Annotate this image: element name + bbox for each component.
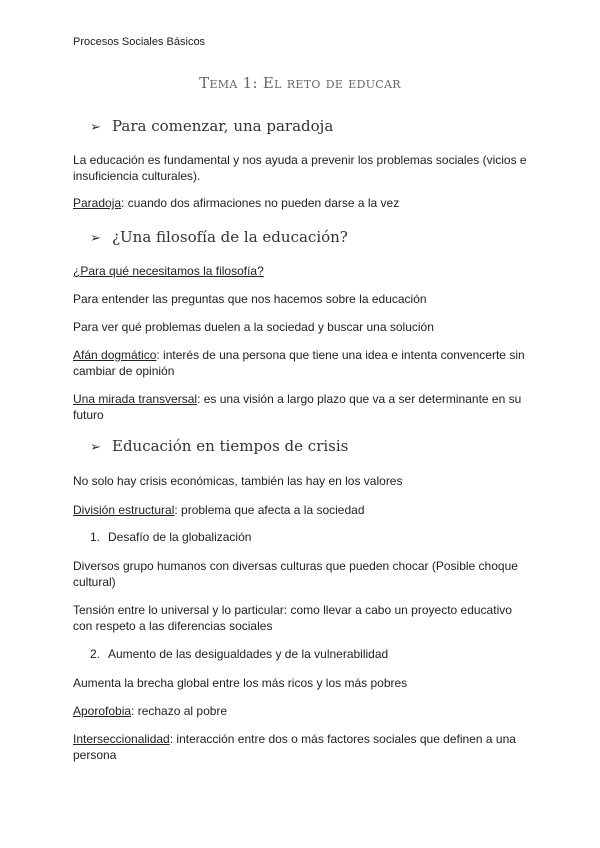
definition-mirada-transversal (73, 392, 533, 423)
page-header: Procesos Sociales Básicos (73, 36, 206, 48)
paragraph: Diversos grupo humanos con diversas culturas que pueden chocar (Posible choque cultural) (73, 559, 518, 589)
definition-text: : problema que afecta a la sociedad (174, 503, 365, 517)
document-title: Tema 1: El reto de educar (199, 74, 401, 92)
question-line: ¿Para qué necesitamos la filosofía? (73, 264, 264, 278)
section-heading-text: Para comenzar, una paradoja (112, 117, 334, 135)
definition-term: Interseccionalidad (73, 732, 170, 746)
list-item-text: Desafío de la globalización (108, 530, 252, 544)
paragraph: Para ver qué problemas duelen a la sociedad y buscar una solución (73, 320, 434, 334)
definition-text: : interacción entre dos o más factores sociales que definen a una persona (73, 732, 516, 762)
definition-paradoja (73, 196, 533, 212)
numbered-list-item (90, 530, 251, 544)
list-item-text: Aumento de las desigualdades y de la vulnerabilidad (108, 647, 389, 661)
paragraph: Aumenta la brecha global entre los más ricos y los más pobres (73, 676, 408, 690)
list-number: 1. (90, 530, 101, 544)
definition-text: : cuando dos afirmaciones no pueden darse a la vez (121, 196, 400, 210)
section-heading-filosofia (90, 228, 348, 246)
definition-text: : rechazo al pobre (131, 704, 228, 718)
definition-term: Paradoja (73, 196, 122, 210)
paragraph: Para entender las preguntas que nos hacemos sobre la educación (73, 292, 427, 306)
paragraph: Tensión entre lo universal y lo particular: como llevar a cabo un proyecto educativo con respeto a las diferencias sociales (73, 603, 512, 633)
paragraph: No solo hay crisis económicas, también las hay en los valores (73, 474, 403, 488)
paragraph: La educación es fundamental y nos ayuda a prevenir los problemas sociales (vicios e insuficiencia culturales). (73, 153, 527, 183)
section-heading-paradoja (90, 117, 333, 135)
definition-term: División estructural (73, 503, 175, 517)
list-number: 2. (90, 647, 101, 661)
definition-term: Una mirada transversal (73, 392, 198, 406)
definition-afan-dogmatico (73, 348, 533, 379)
definition-text: : es una visión a largo plazo que va a ser determinante en su futuro (73, 392, 522, 422)
definition-aporofobia (73, 704, 533, 720)
section-heading-text: ¿Una filosofía de la educación? (112, 228, 348, 246)
definition-interseccionalidad (73, 732, 533, 763)
definition-text: : interés de una persona que tiene una idea e intenta convencerte sin cambiar de opinión (73, 348, 525, 378)
arrow-bullet-icon: ➢ (90, 440, 101, 455)
definition-division-estructural (73, 503, 533, 519)
section-heading-text: Educación en tiempos de crisis (112, 437, 349, 455)
arrow-bullet-icon: ➢ (90, 231, 101, 246)
definition-term: Aporofobia (73, 704, 132, 718)
definition-term: Afán dogmático (73, 348, 157, 362)
numbered-list-item (90, 647, 388, 661)
arrow-bullet-icon: ➢ (90, 120, 101, 135)
section-heading-crisis (90, 437, 348, 455)
